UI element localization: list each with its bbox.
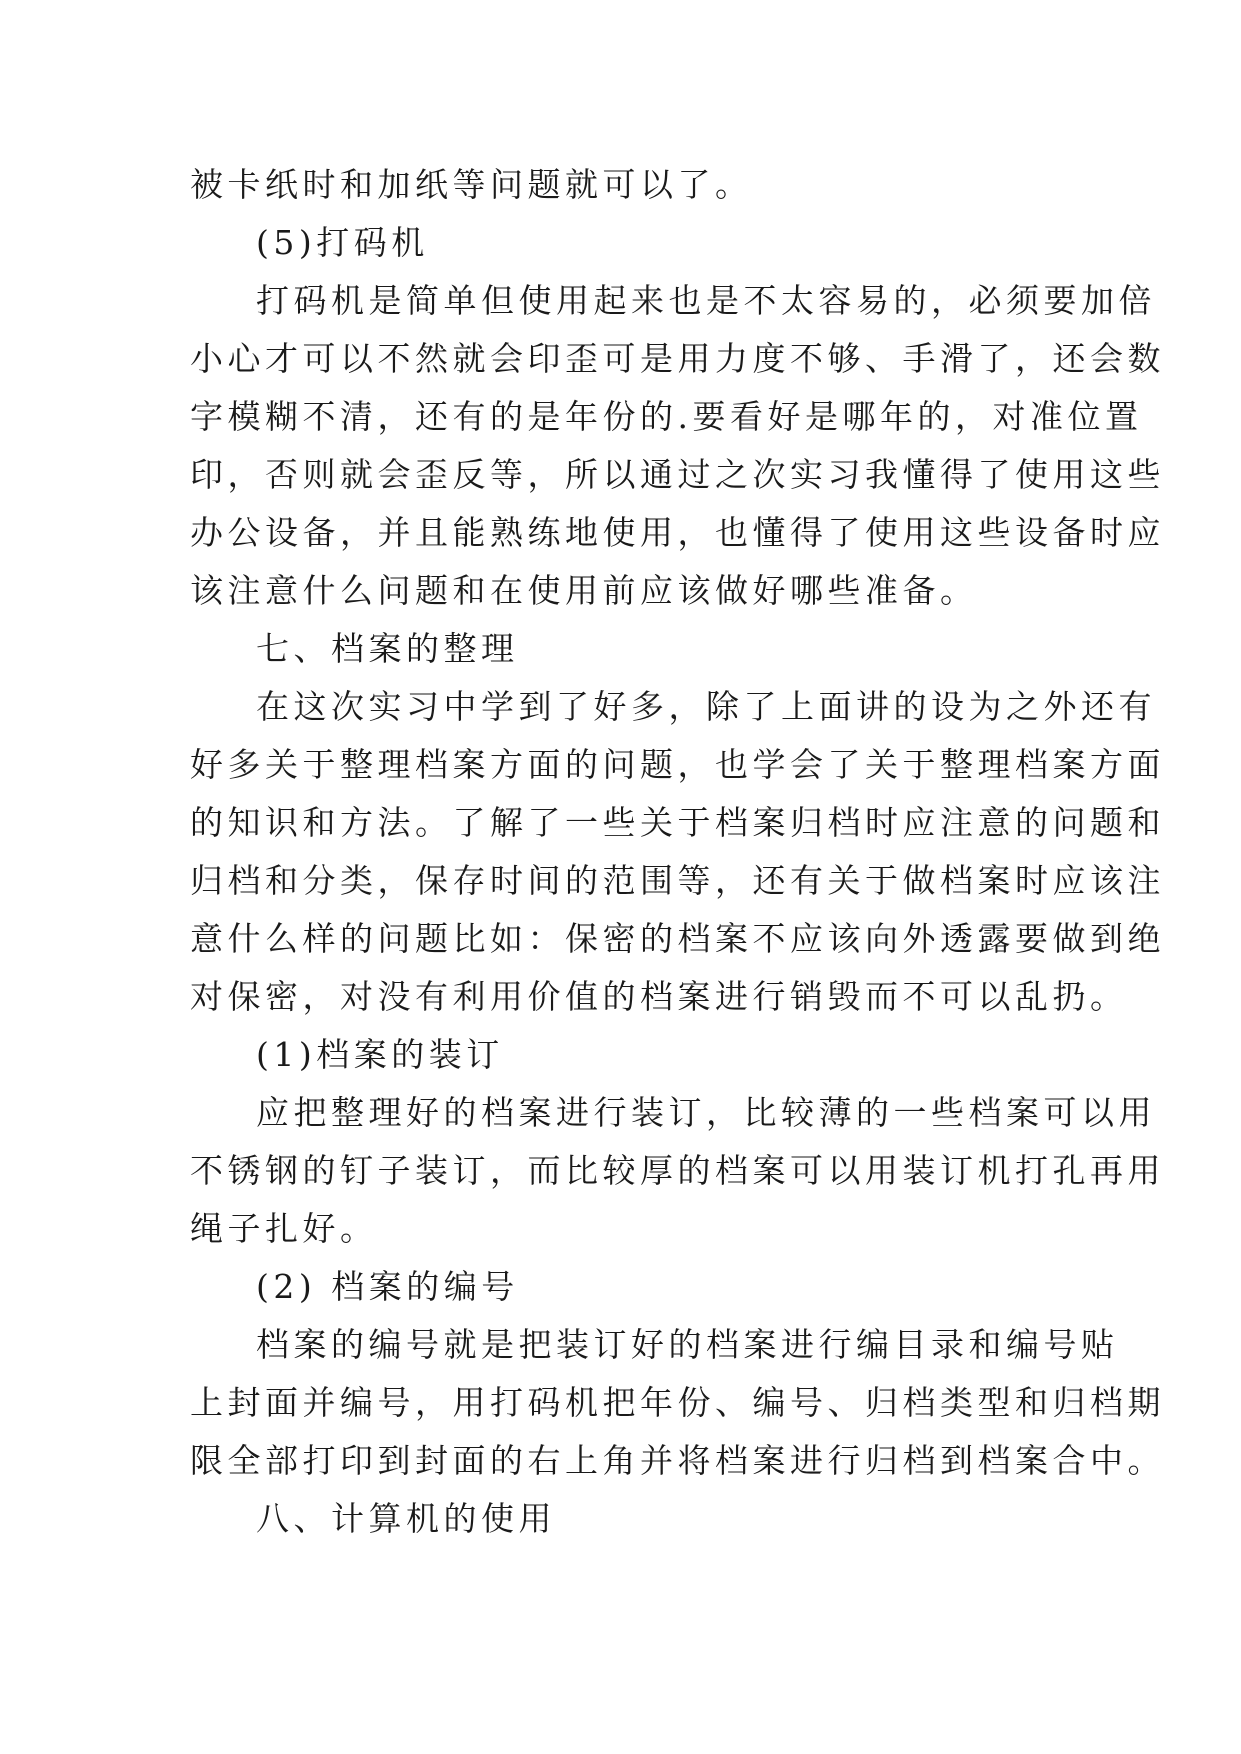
text-line: 打码机是简单但使用起来也是不太容易的，必须要加倍 (256, 281, 1156, 320)
subheading-binding: (1)档案的装订 (256, 1035, 504, 1074)
section-heading-archives: 七、档案的整理 (256, 629, 519, 668)
text-line: 对保密，对没有利用价值的档案进行销毁而不可以乱扔。 (190, 977, 1128, 1016)
text-line: 字模糊不清，还有的是年份的.要看好是哪年的，对准位置 (190, 397, 1143, 436)
text-line: 归档和分类，保存时间的范围等，还有关于做档案时应该注 (190, 861, 1165, 900)
text-line: 在这次实习中学到了好多，除了上面讲的设为之外还有 (256, 687, 1156, 726)
document-body (190, 156, 1165, 1548)
text-line: 印，否则就会歪反等，所以通过之次实习我懂得了使用这些 (190, 455, 1165, 494)
text-line: 该注意什么问题和在使用前应该做好哪些准备。 (190, 571, 978, 610)
text-line: 绳子扎好。 (190, 1209, 378, 1248)
text-line: 的知识和方法。了解了一些关于档案归档时应注意的问题和 (190, 803, 1165, 842)
text-line: 意什么样的问题比如：保密的档案不应该向外透露要做到绝 (190, 919, 1165, 958)
text-line: 档案的编号就是把装订好的档案进行编目录和编号贴 (256, 1325, 1119, 1364)
section-heading-computer: 八、计算机的使用 (256, 1499, 556, 1538)
text-line: 上封面并编号，用打码机把年份、编号、归档类型和归档期 (190, 1383, 1165, 1422)
text-line: 限全部打印到封面的右上角并将档案进行归档到档案合中。 (190, 1441, 1165, 1480)
subheading-printer: (5)打码机 (256, 223, 429, 262)
text-line: 好多关于整理档案方面的问题，也学会了关于整理档案方面 (190, 745, 1165, 784)
subheading-numbering: (2) 档案的编号 (256, 1267, 519, 1306)
text-line: 小心才可以不然就会印歪可是用力度不够、手滑了，还会数 (190, 339, 1165, 378)
text-line: 不锈钢的钉子装订，而比较厚的档案可以用装订机打孔再用 (190, 1151, 1165, 1190)
text-line: 办公设备，并且能熟练地使用，也懂得了使用这些设备时应 (190, 513, 1165, 552)
text-line: 应把整理好的档案进行装订，比较薄的一些档案可以用 (256, 1093, 1156, 1132)
text-line: 被卡纸时和加纸等问题就可以了。 (190, 165, 753, 204)
